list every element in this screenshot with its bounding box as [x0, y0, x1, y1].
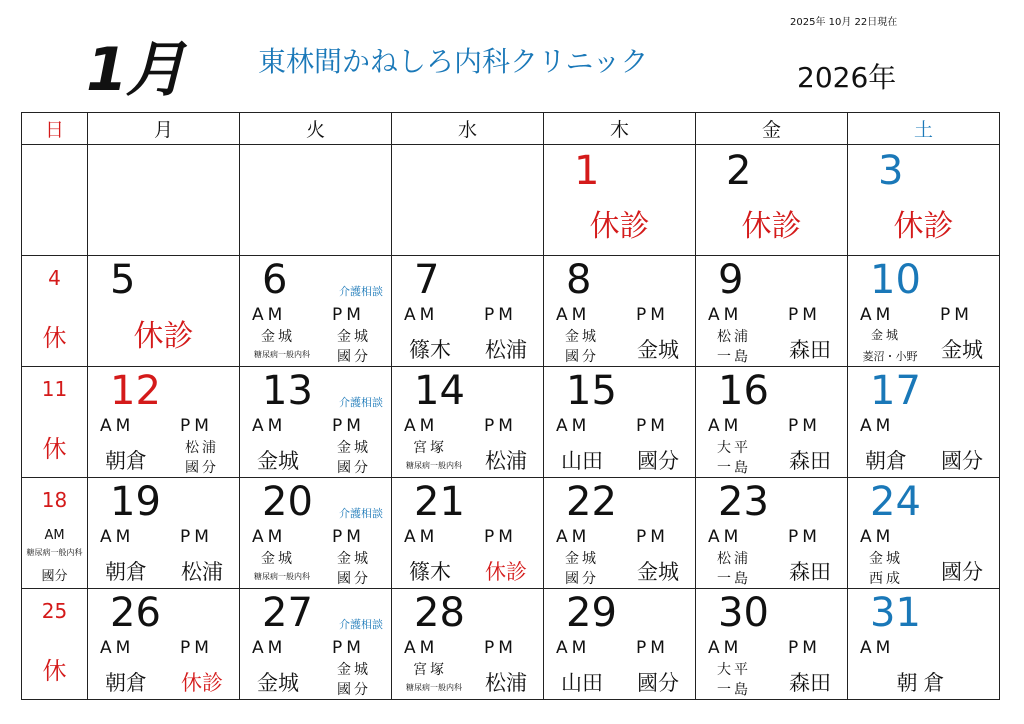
- pm-label: PM: [636, 527, 669, 547]
- am-label: AM: [100, 638, 135, 658]
- weekday-mon: 月: [88, 113, 240, 145]
- day-number: 21: [414, 479, 465, 525]
- week-row-1: [22, 145, 1000, 256]
- pm-label: PM: [180, 527, 213, 547]
- pm-doctor: 松浦: [485, 671, 527, 695]
- day-number: 17: [870, 368, 921, 414]
- am-doctor: 金城: [257, 449, 299, 473]
- am-doctor: 朝倉: [105, 671, 147, 695]
- pm-doctor: 金城: [337, 662, 371, 678]
- day-number: 20: [262, 479, 313, 525]
- day-number: 8: [566, 257, 592, 303]
- pm-doctor: 金城: [637, 560, 679, 584]
- pm-doctor: 松浦: [485, 338, 527, 362]
- am-doctor: 松浦: [717, 551, 751, 567]
- week-row-5: [22, 589, 1000, 700]
- pm-label: PM: [636, 638, 669, 658]
- pm-label: PM: [180, 416, 213, 436]
- am-label: AM: [556, 416, 591, 436]
- rest-label: 休: [42, 657, 67, 685]
- day-cell-12: [88, 367, 240, 478]
- day-number: 16: [718, 368, 769, 414]
- day-number: 25: [41, 599, 68, 623]
- pm-doctor: 金城: [337, 329, 371, 345]
- pm-doctor-2: 國分: [337, 682, 371, 698]
- day-number: 7: [414, 257, 440, 303]
- pm-doctor: 金城: [941, 338, 983, 362]
- day-number: 4: [48, 266, 61, 290]
- day-number: 3: [878, 148, 904, 194]
- am-label: AM: [100, 416, 135, 436]
- day-number: 13: [262, 368, 313, 414]
- am-label: AM: [708, 527, 743, 547]
- weekday-wed: 水: [392, 113, 544, 145]
- am-label: AM: [252, 638, 287, 658]
- am-label: AM: [556, 638, 591, 658]
- day-number: 10: [870, 257, 921, 303]
- am-label: AM: [860, 305, 895, 325]
- am-label: AM: [708, 638, 743, 658]
- weekday-fri: 金: [696, 113, 848, 145]
- day-number: 30: [718, 590, 769, 636]
- pm-label: PM: [636, 305, 669, 325]
- am-label: AM: [556, 527, 591, 547]
- year-label: 2026年: [797, 61, 897, 94]
- day-cell-16: [696, 367, 848, 478]
- day-number: 5: [110, 257, 136, 303]
- day-cell-empty: [88, 145, 240, 256]
- pm-doctor: 國分: [637, 671, 679, 695]
- day-number: 24: [870, 479, 921, 525]
- pm-label: PM: [636, 416, 669, 436]
- am-note: 糖尿病一般内科: [254, 572, 310, 581]
- am-label: AM: [252, 527, 287, 547]
- rest-label: 休: [42, 324, 67, 352]
- am-note: 糖尿病一般内科: [26, 548, 83, 557]
- am-label: AM: [860, 638, 895, 658]
- as-of-date: 2025年 10月 22日現在: [790, 17, 898, 28]
- day-cell-30: [696, 589, 848, 700]
- am-label: AM: [556, 305, 591, 325]
- day-cell-empty: [392, 145, 544, 256]
- closed-label: 休診: [741, 209, 802, 244]
- week-row-2: [22, 256, 1000, 367]
- pm-label: PM: [788, 305, 821, 325]
- am-doctor: 金城: [261, 551, 295, 567]
- am-label: AM: [404, 305, 439, 325]
- day-number: 6: [262, 257, 288, 303]
- day-cell-18: [22, 478, 88, 589]
- pm-label: PM: [484, 527, 517, 547]
- day-number: 27: [262, 590, 313, 636]
- pm-label: PM: [788, 527, 821, 547]
- day-number: 9: [718, 257, 744, 303]
- pm-doctor: 松浦: [181, 560, 223, 584]
- am-doctor: 金城: [565, 329, 599, 345]
- am-doctor: 朝倉: [865, 449, 907, 473]
- am-label: AM: [404, 638, 439, 658]
- day-cell-6: [240, 256, 392, 367]
- pm-label: PM: [332, 638, 365, 658]
- pm-doctor-2: 國分: [337, 571, 371, 587]
- pm-doctor-2: 國分: [185, 460, 219, 476]
- pm-doctor: 國分: [941, 449, 983, 473]
- pm-doctor-2: 國分: [337, 460, 371, 476]
- rest-label: 休: [42, 435, 67, 463]
- day-number: 2: [726, 148, 752, 194]
- am-doctor: 朝倉: [896, 671, 951, 695]
- care-consult-label: 介護相談: [339, 285, 383, 298]
- pm-label: PM: [788, 638, 821, 658]
- day-number: 29: [566, 590, 617, 636]
- am-doctor: 金城: [870, 328, 901, 342]
- day-number: 28: [414, 590, 465, 636]
- day-cell-4: [22, 256, 88, 367]
- am-note: 糖尿病一般内科: [254, 350, 310, 359]
- care-consult-label: 介護相談: [339, 507, 383, 520]
- pm-label: PM: [332, 527, 365, 547]
- pm-doctor: 松浦: [185, 440, 219, 456]
- am-doctor-2: 一島: [717, 460, 751, 476]
- pm-doctor: 國分: [941, 560, 983, 584]
- day-number: 19: [110, 479, 161, 525]
- day-cell-8: [544, 256, 696, 367]
- day-cell-7: [392, 256, 544, 367]
- am-label: AM: [860, 416, 895, 436]
- weekday-tue: 火: [240, 113, 392, 145]
- day-cell-19: [88, 478, 240, 589]
- am-doctor-2: 西成: [869, 571, 903, 587]
- am-label: AM: [252, 416, 287, 436]
- am-doctor: 山田: [561, 449, 603, 473]
- am-doctor: 金城: [261, 329, 295, 345]
- weekday-sat: 土: [848, 113, 1000, 145]
- am-doctor-2: 一島: [717, 571, 751, 587]
- am-note: 糖尿病一般内科: [406, 683, 462, 692]
- weekday-header-row: [22, 113, 1000, 145]
- month-title: 1月: [86, 35, 184, 105]
- day-cell-31: [848, 589, 1000, 700]
- day-cell-24: [848, 478, 1000, 589]
- care-consult-label: 介護相談: [339, 618, 383, 631]
- day-cell-20: [240, 478, 392, 589]
- am-label: AM: [404, 416, 439, 436]
- day-number: 26: [110, 590, 161, 636]
- pm-doctor-2: 國分: [337, 349, 371, 365]
- day-cell-29: [544, 589, 696, 700]
- am-label: AM: [252, 305, 287, 325]
- day-cell-23: [696, 478, 848, 589]
- pm-doctor: 森田: [789, 560, 831, 584]
- weekday-sun: 日: [22, 113, 88, 145]
- pm-closed-label: 休診: [485, 560, 527, 584]
- day-cell-3: [848, 145, 1000, 256]
- day-number: 23: [718, 479, 769, 525]
- day-number: 1: [574, 148, 600, 194]
- am-note: 糖尿病一般内科: [406, 461, 462, 470]
- pm-doctor: 松浦: [485, 449, 527, 473]
- am-doctor: 宮塚: [413, 662, 447, 678]
- day-cell-28: [392, 589, 544, 700]
- am-doctor-2: 一島: [717, 682, 751, 698]
- am-doctor-2: 一島: [717, 349, 751, 365]
- am-doctor: 金城: [869, 551, 903, 567]
- pm-label: PM: [332, 416, 365, 436]
- day-number: 11: [41, 377, 68, 401]
- closed-label: 休診: [589, 209, 650, 244]
- am-doctor: 松浦: [717, 329, 751, 345]
- pm-label: PM: [788, 416, 821, 436]
- clinic-name: 東林間かねしろ内科クリニック: [258, 45, 649, 78]
- day-cell-9: [696, 256, 848, 367]
- day-cell-14: [392, 367, 544, 478]
- pm-label: PM: [180, 638, 213, 658]
- day-cell-22: [544, 478, 696, 589]
- day-cell-5: [88, 256, 240, 367]
- day-number: 14: [414, 368, 465, 414]
- am-doctor: 金城: [257, 671, 299, 695]
- pm-label: PM: [332, 305, 365, 325]
- am-label: AM: [404, 527, 439, 547]
- closed-label: 休診: [893, 209, 954, 244]
- calendar-table: [21, 112, 1000, 700]
- day-cell-15: [544, 367, 696, 478]
- weekday-thu: 木: [544, 113, 696, 145]
- am-label: AM: [860, 527, 895, 547]
- pm-doctor: 國分: [637, 449, 679, 473]
- pm-closed-label: 休診: [181, 671, 223, 695]
- day-number: 22: [566, 479, 617, 525]
- pm-doctor: 森田: [789, 671, 831, 695]
- day-cell-13: [240, 367, 392, 478]
- day-cell-empty: [240, 145, 392, 256]
- day-cell-25: [22, 589, 88, 700]
- day-number: 12: [110, 368, 161, 414]
- am-doctor-2: 國分: [565, 349, 599, 365]
- am-doctor: 大平: [717, 440, 751, 456]
- am-doctor: 篠木: [409, 338, 451, 362]
- am-label: AM: [44, 528, 65, 543]
- pm-doctor: 金城: [337, 551, 371, 567]
- pm-doctor: 森田: [789, 449, 831, 473]
- day-cell-17: [848, 367, 1000, 478]
- pm-doctor: 金城: [637, 338, 679, 362]
- pm-label: PM: [484, 416, 517, 436]
- am-doctor: 宮塚: [413, 440, 447, 456]
- pm-label: PM: [484, 305, 517, 325]
- day-cell-1: [544, 145, 696, 256]
- week-row-4: [22, 478, 1000, 589]
- am-doctor-2: 國分: [565, 571, 599, 587]
- day-number: 15: [566, 368, 617, 414]
- day-cell-empty: [22, 145, 88, 256]
- pm-doctor: 金城: [337, 440, 371, 456]
- am-doctor: 山田: [561, 671, 603, 695]
- day-cell-21: [392, 478, 544, 589]
- week-row-3: [22, 367, 1000, 478]
- am-doctor: 國分: [41, 569, 68, 584]
- day-cell-26: [88, 589, 240, 700]
- am-doctor: 篠木: [409, 560, 451, 584]
- am-label: AM: [100, 527, 135, 547]
- day-cell-10: [848, 256, 1000, 367]
- day-cell-11: [22, 367, 88, 478]
- day-cell-27: [240, 589, 392, 700]
- am-label: AM: [708, 416, 743, 436]
- am-doctor: 大平: [717, 662, 751, 678]
- pm-label: PM: [484, 638, 517, 658]
- am-doctor: 朝倉: [105, 449, 147, 473]
- am-doctor-2: 菱沼・小野: [862, 350, 918, 363]
- am-label: AM: [708, 305, 743, 325]
- pm-doctor: 森田: [789, 338, 831, 362]
- day-number: 31: [870, 590, 921, 636]
- care-consult-label: 介護相談: [339, 396, 383, 409]
- am-doctor: 朝倉: [105, 560, 147, 584]
- closed-label: 休診: [133, 319, 194, 354]
- day-cell-2: [696, 145, 848, 256]
- am-doctor: 金城: [565, 551, 599, 567]
- day-number: 18: [41, 488, 68, 512]
- pm-label: PM: [940, 305, 973, 325]
